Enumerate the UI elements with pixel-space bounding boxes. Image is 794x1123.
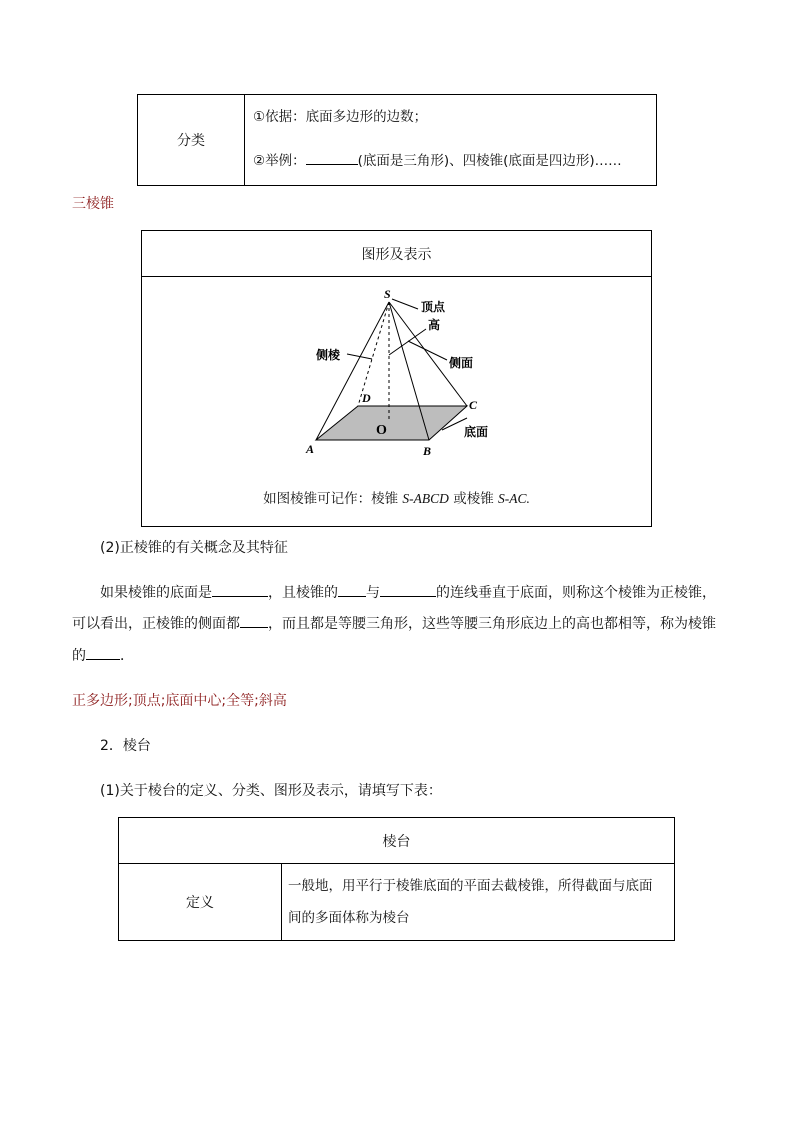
leader-lateral-face — [408, 341, 447, 360]
definition-label-cell — [119, 864, 282, 941]
definition-line-2: 间的多面体称为棱台 — [288, 910, 410, 926]
blank-5 — [86, 647, 120, 660]
p2-b: ，而且都是等腰三角形，这些等腰三角形底边上的高也都相等，称为棱锥 — [268, 616, 716, 632]
label-D: D — [362, 391, 371, 405]
figure-body-cell — [142, 277, 652, 527]
example-blank — [306, 152, 358, 165]
leader-vertex — [392, 299, 418, 309]
caption-prefix: 如图棱锥可记作：棱锥 — [263, 491, 403, 507]
label-O: O — [376, 423, 387, 438]
classification-basis: ①依据：底面多边形的边数； — [253, 109, 428, 125]
label-height: 高 — [428, 318, 441, 332]
paragraph-line-2 — [72, 613, 716, 633]
figure-caption — [142, 487, 651, 507]
label-A: A — [306, 442, 315, 456]
figure-header: 图形及表示 — [361, 246, 432, 263]
answer-line: 正多边形;顶点;底面中心;全等;斜高 — [72, 693, 287, 709]
label-C: C — [469, 398, 478, 412]
blank-3 — [380, 584, 436, 597]
classification-label-cell — [138, 95, 245, 186]
classification-label: 分类 — [177, 133, 205, 149]
p2-a: 可以看出，正棱锥的侧面都 — [72, 616, 240, 632]
frustum-header: 棱台 — [382, 833, 411, 850]
label-B: B — [423, 444, 432, 458]
caption-notation-1: S-ABCD — [402, 491, 449, 506]
frustum-table — [118, 817, 675, 941]
regular-pyramid-heading: (2)正棱锥的有关概念及其特征 — [100, 540, 288, 556]
definition-label: 定义 — [186, 895, 214, 911]
label-lateral-face: 侧面 — [449, 356, 474, 370]
p1-d: 的连线垂直于底面，则称这个棱锥为正棱锥， — [436, 585, 716, 601]
definition-text-cell — [282, 864, 675, 941]
classification-content-cell — [245, 95, 657, 186]
classification-example — [253, 149, 656, 169]
label-base: 底面 — [464, 425, 489, 439]
p1-c: 与 — [366, 585, 380, 601]
frustum-subheading: (1)关于棱台的定义、分类、图形及表示，请填写下表： — [100, 783, 442, 799]
definition-line-1: 一般地，用平行于棱锥底面的平面去截棱锥，所得截面与底面 — [288, 878, 653, 894]
p3-a: 的 — [72, 648, 86, 664]
paragraph-line-1 — [100, 582, 716, 602]
figure-table — [141, 230, 652, 527]
frustum-header-cell — [119, 818, 675, 864]
classification-table — [137, 94, 657, 186]
label-vertex: 顶点 — [421, 300, 446, 314]
example-suffix: (底面是三角形)、四棱锥(底面是四边形)…… — [357, 153, 622, 169]
paragraph-line-3 — [72, 645, 134, 665]
leader-height — [389, 329, 426, 355]
blank-1 — [212, 584, 268, 597]
caption-notation-2: S-AC. — [498, 491, 530, 506]
frustum-heading: 2．棱台 — [100, 738, 151, 754]
example-prefix: ②举例： — [253, 153, 306, 169]
section-title-pyramid: 三棱锥 — [72, 196, 114, 212]
label-S: S — [384, 287, 391, 301]
figure-header-cell — [142, 231, 652, 277]
p3-b: ． — [120, 648, 134, 664]
p1-a: 如果棱锥的底面是 — [100, 585, 212, 601]
p1-b: ，且棱锥的 — [268, 585, 338, 601]
label-lateral-edge: 侧棱 — [316, 348, 341, 362]
caption-mid: 或棱锥 — [448, 491, 498, 507]
blank-4 — [240, 615, 268, 628]
pyramid-base — [316, 406, 467, 440]
blank-2 — [338, 584, 366, 597]
